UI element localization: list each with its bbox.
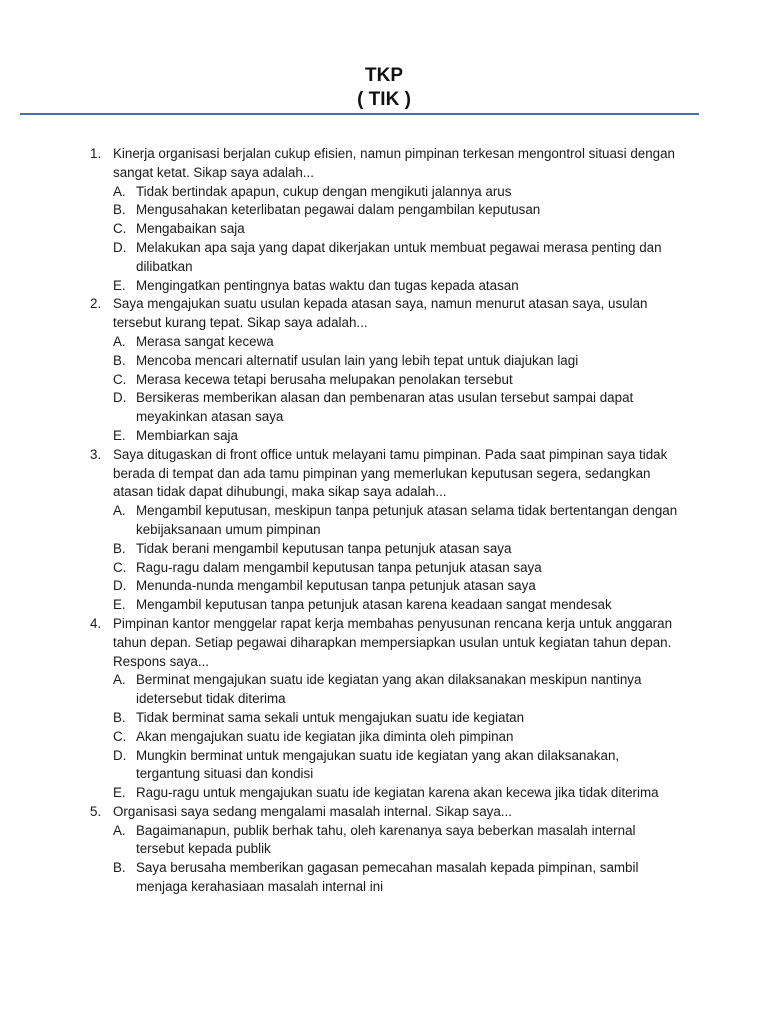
option-letter: E.: [113, 277, 126, 293]
option-text: Berminat mengajukan suatu ide kegiatan yang akan dilaksanakan meskipun nantinya idetersebut tidak diterima: [136, 672, 642, 707]
title-divider: [20, 113, 699, 115]
option-letter: B.: [113, 860, 126, 876]
title-block: [0, 64, 768, 112]
option-letter: A.: [113, 503, 126, 519]
option-letter: A.: [113, 672, 126, 688]
option-letter: A.: [113, 333, 126, 349]
question-number: 5.: [90, 803, 102, 819]
page-title: TKP: [365, 65, 403, 86]
option-letter: D.: [113, 239, 127, 255]
option-text: Tidak bertindak apapun, cukup dengan mengikuti jalannya arus: [136, 183, 512, 199]
answer-option: [0, 201, 768, 220]
option-letter: A.: [113, 822, 126, 838]
answer-option: [0, 596, 768, 615]
option-text: Ragu-ragu untuk mengajukan suatu ide kegiatan karena akan kecewa jika tidak diterima: [136, 785, 659, 801]
answer-option: [0, 352, 768, 371]
answer-option: [0, 822, 768, 860]
option-text: Menunda-nunda mengambil keputusan tanpa petunjuk atasan saya: [136, 578, 536, 594]
option-letter: E.: [113, 785, 126, 801]
option-letter: C.: [113, 221, 127, 237]
answer-option: [0, 427, 768, 446]
question-text: Saya mengajukan suatu usulan kepada atasan saya, namun menurut atasan saya, usulan tersebut kurang tepat. Sikap saya adalah...: [113, 296, 648, 331]
option-text: Mengambil keputusan tanpa petunjuk atasan karena keadaan sangat mendesak: [136, 597, 612, 613]
answer-option: [0, 540, 768, 559]
question-list: [0, 145, 768, 897]
option-text: Mungkin berminat untuk mengajukan suatu ide kegiatan yang akan dilaksanakan, tergantung situasi dan kondisi: [136, 747, 620, 782]
answer-option: [0, 502, 768, 540]
question-item: [0, 803, 768, 897]
question-text: Kinerja organisasi berjalan cukup efisien, namun pimpinan terkesan mengontrol situasi dengan sangat ketat. Sikap saya adalah...: [113, 146, 676, 180]
option-text: Merasa kecewa tetapi berusaha melupakan penolakan tersebut: [136, 371, 513, 387]
option-letter: B.: [113, 709, 126, 725]
option-text: Merasa sangat kecewa: [136, 333, 274, 349]
question-number: 4.: [90, 615, 102, 631]
option-text: Mengabaikan saja: [136, 221, 245, 237]
answer-option: [0, 859, 768, 897]
option-text: Mengusahakan keterlibatan pegawai dalam pengambilan keputusan: [136, 202, 541, 218]
answer-option: [0, 389, 768, 427]
question-text: Pimpinan kantor menggelar rapat kerja membahas penyusunan rencana kerja untuk anggaran tahun depan. Setiap pegawai diharapkan mempersiapkan usulan untuk kegiatan tahun depan. Respons saya...: [113, 615, 673, 669]
option-letter: B.: [113, 352, 126, 368]
option-letter: C.: [113, 728, 127, 744]
answer-option: [0, 577, 768, 596]
option-letter: C.: [113, 559, 127, 575]
option-text: Mengambil keputusan, meskipun tanpa petunjuk atasan selama tidak bertentangan dengan kebijaksanaan umum pimpinan: [136, 503, 678, 537]
option-letter: D.: [113, 578, 127, 594]
option-text: Akan mengajukan suatu ide kegiatan jika diminta oleh pimpinan: [136, 728, 514, 744]
answer-option: [0, 239, 768, 277]
option-text: Membiarkan saja: [136, 427, 238, 443]
option-text: Saya berusaha memberikan gagasan pemecahan masalah kepada pimpinan, sambil menjaga kerahasiaan masalah internal ini: [136, 860, 639, 895]
answer-option: [0, 784, 768, 803]
answer-option: [0, 559, 768, 578]
option-text: Melakukan apa saja yang dapat dikerjakan untuk membuat pegawai merasa penting dan dilibatkan: [136, 239, 662, 274]
question-text: Organisasi saya sedang mengalami masalah internal. Sikap saya...: [113, 803, 512, 819]
question-number: 3.: [90, 446, 102, 462]
question-number: 2.: [90, 296, 102, 312]
option-letter: A.: [113, 183, 126, 199]
question-text: Saya ditugaskan di front office untuk melayani tamu pimpinan. Pada saat pimpinan saya tidak berada di tempat dan ada tamu pimpinan yang memerlukan keputusan segera, sedangkan atasan tidak dapat dihubungi, maka sikap saya adalah...: [113, 446, 668, 500]
question-item: [0, 295, 768, 445]
answer-option: [0, 183, 768, 202]
answer-option: [0, 220, 768, 239]
option-letter: C.: [113, 371, 127, 387]
option-text: Mengingatkan pentingnya batas waktu dan tugas kepada atasan: [136, 277, 519, 293]
answer-option: [0, 709, 768, 728]
answer-option: [0, 371, 768, 390]
option-letter: D.: [113, 390, 127, 406]
question-item: [0, 615, 768, 803]
option-letter: D.: [113, 747, 127, 763]
question-item: [0, 145, 768, 295]
option-text: Tidak berminat sama sekali untuk mengajukan suatu ide kegiatan: [136, 709, 525, 725]
answer-option: [0, 277, 768, 296]
answer-option: [0, 728, 768, 747]
option-letter: B.: [113, 540, 126, 556]
answer-option: [0, 333, 768, 352]
option-text: Tidak berani mengambil keputusan tanpa petunjuk atasan saya: [136, 540, 512, 556]
option-letter: B.: [113, 202, 126, 218]
option-letter: E.: [113, 427, 126, 443]
option-text: Bersikeras memberikan alasan dan pembenaran atas usulan tersebut sampai dapat meyakinkan atasan saya: [136, 390, 634, 425]
answer-option: [0, 671, 768, 709]
option-text: Ragu-ragu dalam mengambil keputusan tanpa petunjuk atasan saya: [136, 559, 542, 575]
answer-option: [0, 747, 768, 785]
question-number: 1.: [90, 146, 102, 161]
option-letter: E.: [113, 597, 126, 613]
option-text: Mencoba mencari alternatif usulan lain yang lebih tepat untuk diajukan lagi: [136, 352, 579, 368]
option-text: Bagaimanapun, publik berhak tahu, oleh karenanya saya beberkan masalah internal tersebut kepada publik: [136, 822, 636, 857]
page-subtitle: ( TIK ): [357, 89, 411, 110]
question-item: [0, 446, 768, 615]
